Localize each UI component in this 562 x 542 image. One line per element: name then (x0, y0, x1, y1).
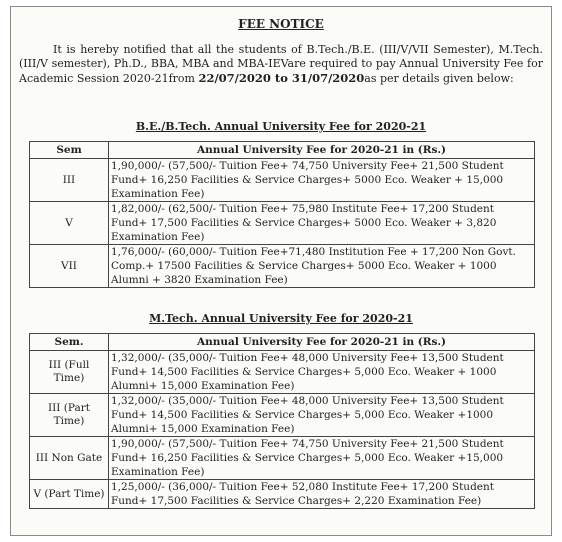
fee-cell: 1,32,000/- (35,000/- Tuition Fee+ 48,000 University Fee+ 13,500 Student Fund+ 14,500 Facilities & Service Charges+ 5,000 Eco. Weaker + 1000 Alumni+ 15,000 Examination Fee) (109, 351, 535, 394)
payment-date-range: 22/07/2020 to 31/07/2020 (198, 71, 365, 85)
table-header-row (30, 142, 535, 159)
table-header-row (30, 334, 535, 351)
sem-cell: VII (30, 245, 109, 288)
sem-cell: V (Part Time) (30, 480, 109, 509)
table-row (30, 351, 535, 394)
table-row (30, 159, 535, 202)
sem-cell: III (30, 159, 109, 202)
table-row (30, 245, 535, 288)
btech-fee-heading: B.E./B.Tech. Annual University Fee for 2020-21 (135, 120, 427, 133)
col-fee-header: Annual University Fee for 2020-21 in (Rs.) (109, 142, 535, 159)
fee-cell: 1,90,000/- (57,500/- Tuition Fee+ 74,750 University Fee+ 21,500 Student Fund+ 16,250 Facilities & Service Charges+ 5000 Eco. Weaker + 15,000 Examination Fee) (109, 159, 535, 202)
intro-lead: It is hereby notified that all the students of B.Tech./B.E. (III/V/VII Semester), M.Tech. (III/V semester), Ph.D., BBA, MBA and MBA-IEVare required to pay Annual University Fee for Academic Session 2020-21from (19, 43, 543, 85)
col-sem-header: Sem (30, 142, 109, 159)
mtech-fee-heading: M.Tech. Annual University Fee for 2020-21 (149, 312, 413, 325)
fee-cell: 1,76,000/- (60,000/- Tuition Fee+71,480 Institution Fee + 17,200 Non Govt. Comp.+ 17500 Facilities & Service Charges+ 5000 Eco. Weaker + 1000 Alumni + 3820 Examination Fee) (109, 245, 535, 288)
fee-cell: 1,32,000/- (35,000/- Tuition Fee+ 48,000 University Fee+ 13,500 Student Fund+ 14,500 Facilities & Service Charges+ 5,000 Eco. Weaker +1000 Alumni+ 15,000 Examination Fee) (109, 394, 535, 437)
col-fee-header: Annual University Fee for 2020-21 in (Rs.) (109, 334, 535, 351)
table-row (30, 394, 535, 437)
table-row (30, 202, 535, 245)
fee-cell: 1,82,000/- (62,500/- Tuition Fee+ 75,980 Institute Fee+ 17,200 Student Fund+ 17,500 Facilities & Service Charges+ 5000 Eco. Weaker + 3,820 Examination Fee) (109, 202, 535, 245)
sem-cell: III (Full Time) (30, 351, 109, 394)
sem-cell: V (30, 202, 109, 245)
sem-cell: III Non Gate (30, 437, 109, 480)
table-row (30, 480, 535, 509)
table-row (30, 437, 535, 480)
fee-cell: 1,25,000/- (36,000/- Tuition Fee+ 52,080 Institute Fee+ 17,200 Student Fund+ 17,500 Facilities & Service Charges+ 2,220 Examination Fee) (109, 480, 535, 509)
btech-fee-table (29, 141, 535, 288)
col-sem-header: Sem. (30, 334, 109, 351)
notice-title: FEE NOTICE (238, 17, 324, 31)
sem-cell: III (Part Time) (30, 394, 109, 437)
fee-cell: 1,90,000/- (57,500/- Tuition Fee+ 74,750 University Fee+ 21,500 Student Fund+ 16,250 Facilities & Service Charges+ 5,000 Eco. Weaker +15,000 Examination Fee) (109, 437, 535, 480)
intro-tail: as per details given below: (364, 72, 514, 85)
mtech-fee-table (29, 333, 535, 509)
fee-notice-document (10, 6, 552, 536)
notice-intro (19, 43, 543, 86)
